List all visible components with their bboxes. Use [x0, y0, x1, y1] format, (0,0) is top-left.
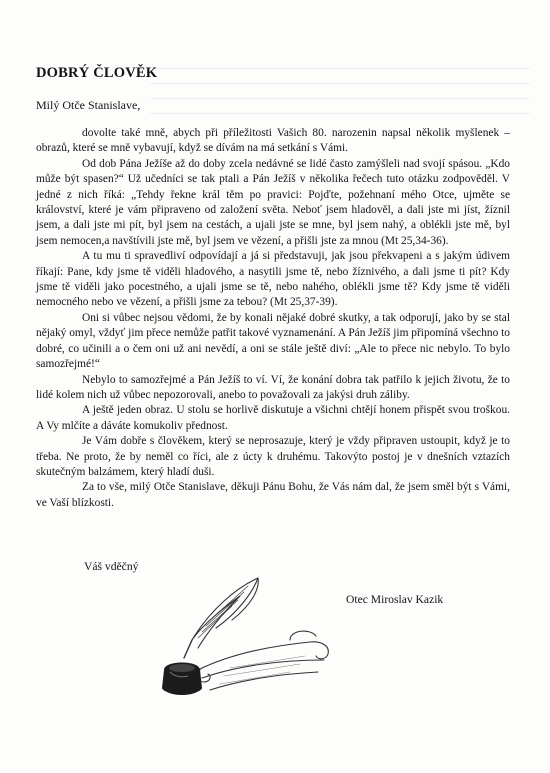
paragraph: Od dob Pána Ježíše až do doby zcela nedávné se lidé často zamýšleli nad svojí spásou. „Kdo může být spasen?“ Už učedníci se tak ptali a Pán Ježíš v několika řečech tuto otázku zodpověděl. V jedné z nich říká: „Tehdy řekne král těm po pravici: Pojďte, požehnaní mého Otce, ujměte se království, které je vám připraveno od založení světa. Neboť jsem hladověl, a dali jste mi jíst, žíznil jsem, a dali jste mi pít, byl jsem na cestách, a ujali jste se mne, byl jsem nahý, a oblékli jste mě, byl jsem nemocen,a navštívili jste mě, byl jsem ve vězení, a přišli jste za mnou (Mt 25,34-36). — [36, 157, 510, 247]
bleed-through-text — [150, 40, 530, 117]
signature-name: Otec Miroslav Kazik — [346, 593, 444, 606]
letter-body — [36, 126, 510, 511]
paragraph: A tu mu ti spravedliví odpovídají a já si představuji, jak jsou překvapeni a s jakým údivem říkají: Pane, kdy jsme tě viděli hladového, a nasytili jsme tě, nebo žíznivého, a dali jsme ti pít? Kdy jsme tě viděli jako pocestného, a ujali jsme se tě, nebo nahého, oblékli jsme tě? Kdy jsme tě viděli nemocného nebo ve vězení, a přišli jsme za tebou? (Mt 25,37-39). — [36, 250, 510, 309]
salutation: Milý Otče Stanislave, — [36, 98, 141, 112]
quill-inkwell-scroll-illustration-icon — [140, 570, 360, 725]
paragraph: Za to vše, milý Otče Stanislave, děkuji Pánu Bohu, že Vás nám dal, že jsem směl být s Vámi, ve Vaší blízkosti. — [36, 481, 510, 509]
paragraph: Je Vám dobře s člověkem, který se neprosazuje, který je vždy připraven ustoupit, když je to třeba. Ne proto, že by neměl co říci, ale z úcty k druhému. Takovýto postoj je v dnešních vztazích skutečným balzámem, který hladí duši. — [36, 435, 510, 478]
paragraph: dovolte také mně, abych při příležitosti Vašich 80. narozenin napsal několik myšlenek – obrazů, které se mně vybavují, když se dívám na má setkání s Vámi. — [36, 127, 510, 155]
bleed-through-text-right — [440, 560, 520, 578]
paragraph: Oni si vůbec nejsou vědomi, že by konali nějaké dobré skutky, a tak odporují, jako by se stal nějaký omyl, vždyť jim přece nemůže patřit takové vyznamenání. A Pán Ježíš jim připomíná všechno to dobré, co učinili a o čem oni už ani nevědí, a oni se stále ještě diví: „Ale to přece nic nebylo. To bylo samozřejmé!“ — [36, 311, 510, 371]
closing-phrase: Váš vděčný — [84, 560, 139, 573]
page-title: DOBRÝ ČLOVĚK — [36, 65, 158, 81]
paragraph: A ještě jeden obraz. U stolu se horlivě diskutuje a všichni chtějí honem přispět svou troškou. A Vy mlčíte a dáváte komukoliv přednost. — [36, 404, 510, 432]
paragraph: Nebylo to samozřejmé a Pán Ježíš to ví. Ví, že konání dobra tak patřilo k jejich životu, že to lidé kolem nich už vůbec nepozorovali, anebo to považovali za jakýsi druh záliby. — [36, 373, 510, 401]
